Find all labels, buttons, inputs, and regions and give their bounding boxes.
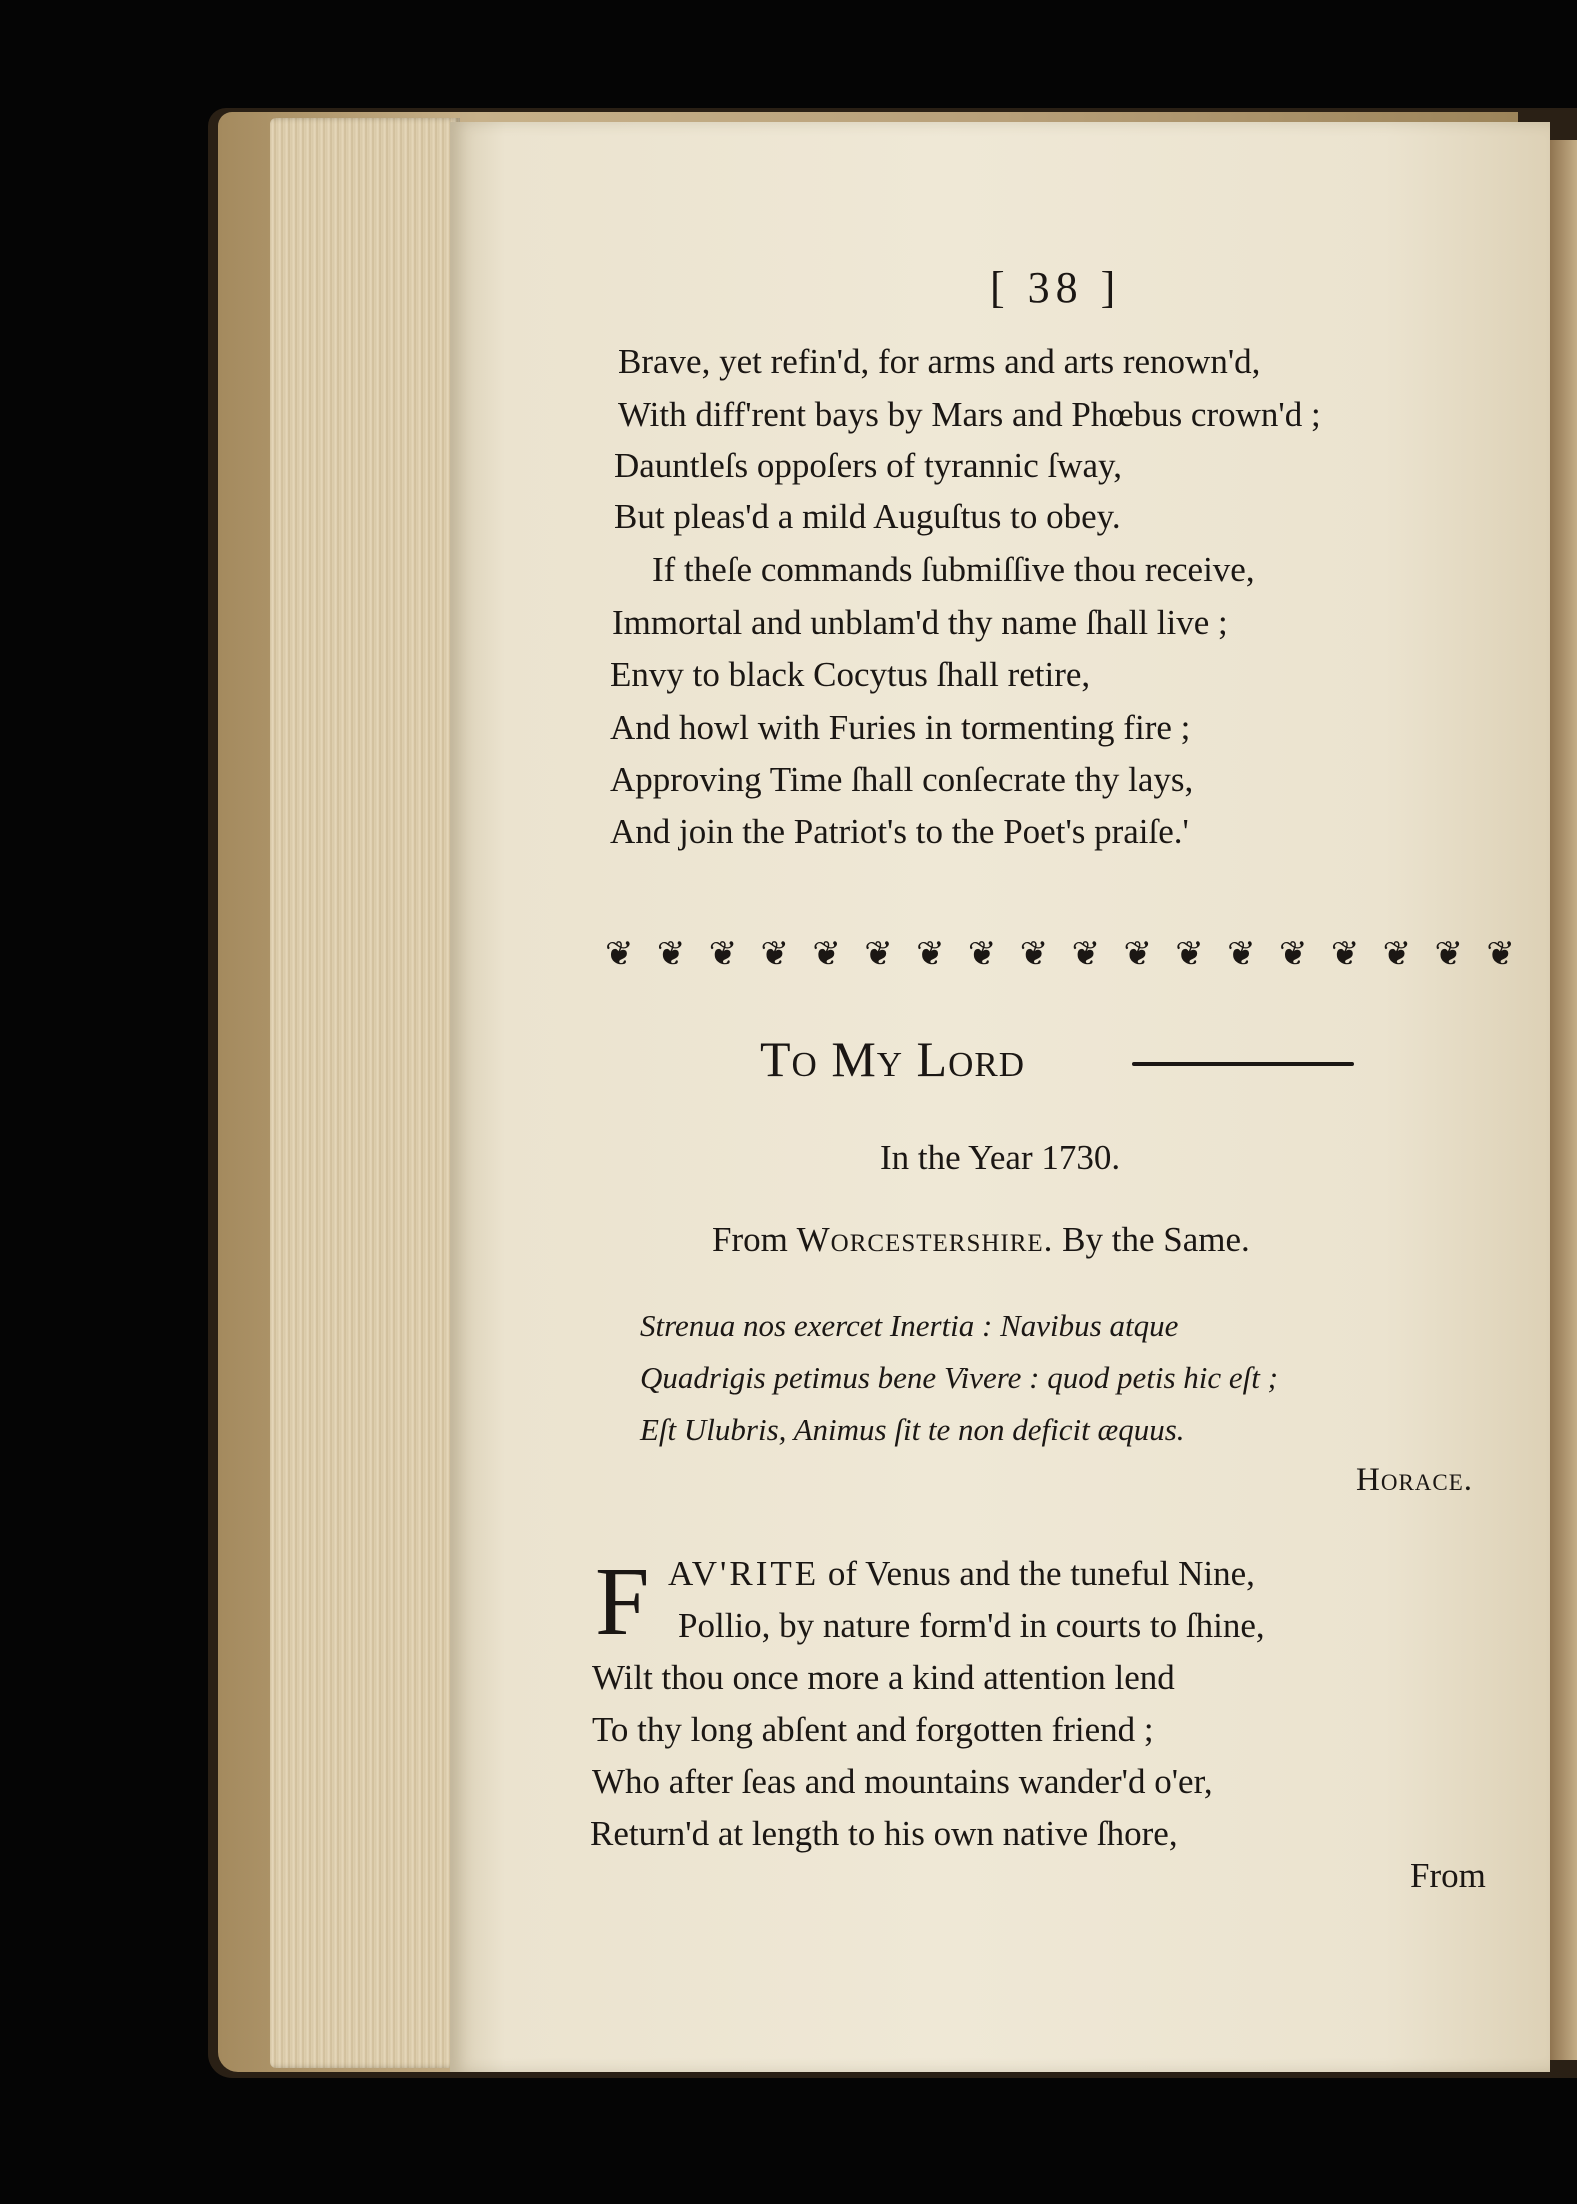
poem-title: To My Lord [760,1031,1025,1087]
from-prefix: From [712,1220,788,1259]
ornament-icon: ❦ [1330,934,1358,974]
subtitle-year: In the Year 1730. [880,1138,1121,1177]
verse-line: With diff'rent bays by Mars and Phœbus crown'd ; [618,395,1321,434]
subtitle-from [712,1220,1250,1260]
epigraph-line: Quadrigis petimus bene Vivere : quod petis hic eſt ; [640,1360,1278,1395]
catchword: From [1410,1856,1486,1895]
verse-line: Pollio, by nature form'd in courts to ſhine, [678,1606,1265,1645]
title-dash-rule [1132,1062,1354,1066]
next-page-edge [1550,140,1577,2060]
verse-line: Wilt thou once more a kind attention lend [592,1658,1175,1697]
ornament-icon: ❦ [916,934,943,974]
ornament-icon: ❦ [864,934,891,974]
ornament-icon: ❦ [1434,934,1461,974]
from-suffix: By the Same. [1062,1220,1250,1259]
verse-line: Immortal and unblam'd thy name ſhall live ; [612,603,1228,642]
ornament-icon: ❦ [967,934,995,974]
ornament-icon: ❦ [1486,934,1513,974]
from-place: Worcestershire. [796,1220,1054,1259]
page-number: [ 38 ] [990,263,1122,312]
ornament-icon: ❦ [760,934,788,974]
ornament-icon: ❦ [708,934,736,974]
ornament-icon: ❦ [1382,934,1410,974]
ornament-icon: ❦ [1227,934,1254,974]
verse-line: Dauntleſs oppoſers of tyrannic ſway, [614,446,1123,485]
verse-line: If theſe commands ſubmiſſive thou receive, [652,550,1255,589]
ornament-icon: ❦ [1278,934,1306,974]
verse-line: Brave, yet refin'd, for arms and arts renown'd, [618,342,1261,381]
first-word-caps: AV'RITE [668,1554,820,1593]
verse-line: But pleas'd a mild Auguſtus to obey. [614,497,1121,536]
ornament-icon: ❦ [1019,934,1047,974]
ornamental-border [605,932,1513,976]
ornament-icon: ❦ [812,934,839,974]
verse-line: To thy long abſent and forgotten friend ; [592,1710,1154,1749]
verse-line: Who after ſeas and mountains wander'd o'er, [592,1762,1213,1801]
first-line-rest: of Venus and the tuneful Nine, [827,1554,1255,1593]
poem-first-line [668,1554,1255,1594]
verse-line: Envy to black Cocytus ſhall retire, [610,655,1091,694]
drop-cap: F [595,1548,650,1656]
ornament-icon: ❦ [1123,934,1150,974]
epigraph-line: Eſt Ulubris, Animus ſit te non deficit æquus. [640,1412,1185,1447]
ornament-icon: ❦ [1071,934,1099,974]
verse-line: And join the Patriot's to the Poet's praiſe.' [610,812,1189,851]
ornament-icon: ❦ [656,934,684,974]
epigraph-attribution: Horace. [1356,1462,1474,1498]
verse-line: Approving Time ſhall conſecrate thy lays, [610,760,1194,799]
page-stack-edge [270,118,460,2068]
ornament-icon: ❦ [1175,934,1202,974]
verse-line: Return'd at length to his own native ſhore, [590,1814,1178,1853]
ornament-icon: ❦ [605,934,632,974]
verse-line: And howl with Furies in tormenting fire ; [610,708,1191,747]
epigraph-line: Strenua nos exercet Inertia : Navibus atque [640,1308,1179,1343]
